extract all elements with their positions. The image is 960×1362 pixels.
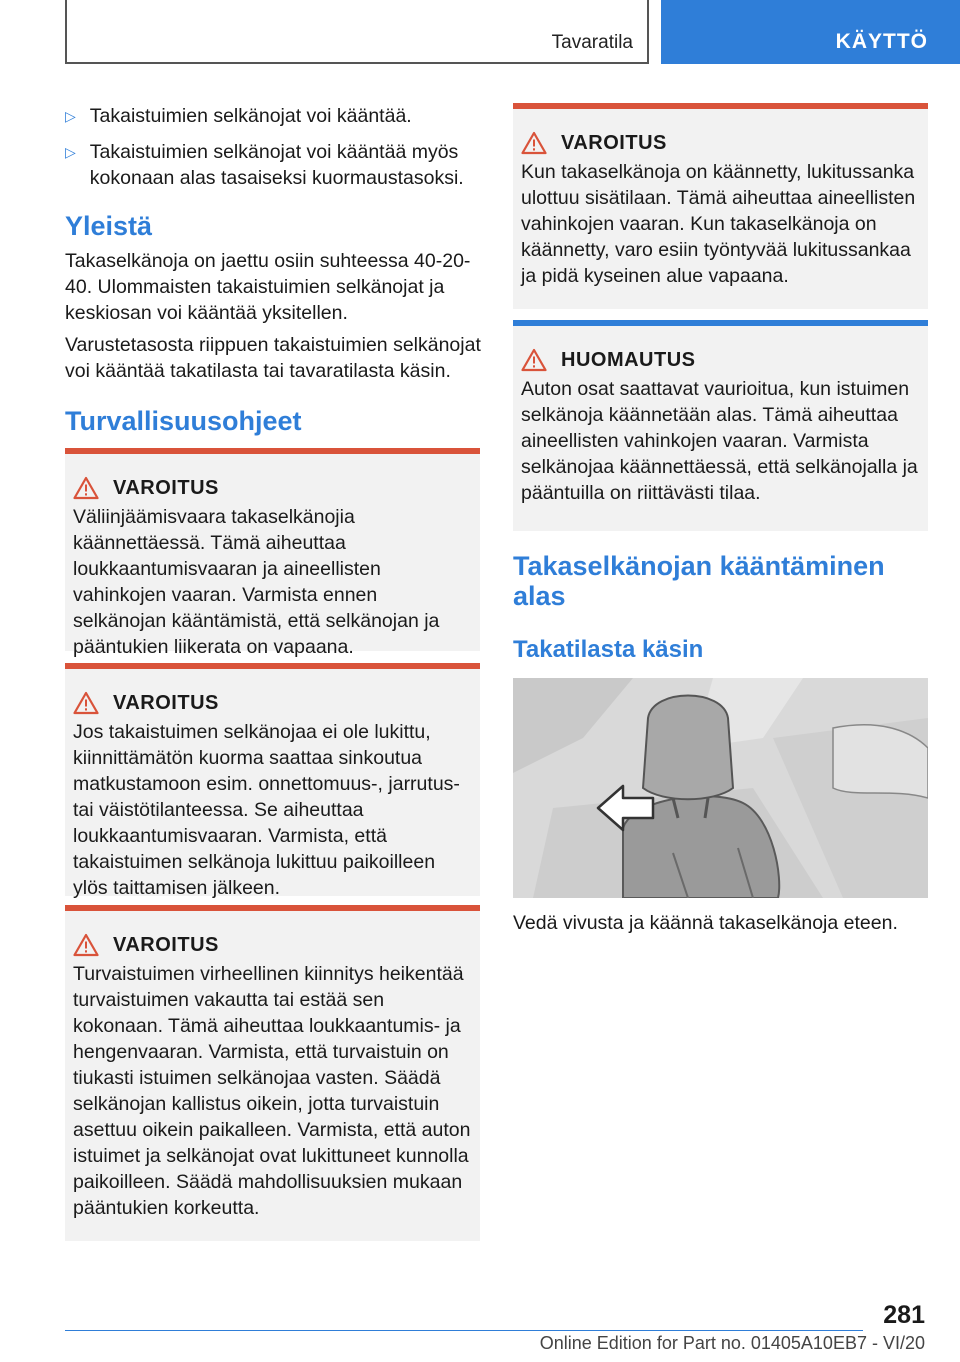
warning-title: VAROITUS [113, 691, 219, 714]
warning-triangle-icon [73, 476, 99, 500]
list-item: ▷ Takaistuimien selkänojat voi kääntää myös kokonaan alas tasaiseksi kuormaustasoksi. [65, 141, 464, 189]
warning-triangle-icon [73, 691, 99, 715]
paragraph-general-2: Varustetasosta riippuen takaistuimien selkänojat voi kääntää takatilasta tai tavaratilasta käsin. [65, 334, 481, 382]
warning-box-2 [65, 663, 480, 899]
warning-text: Kun takaselkänoja on käännetty, lukitussanka ulottuu sisätilaan. Tämä aiheuttaa aineellisten vahinkojen vaaran. Kun takaselkänoja on käännetty, varo esiin työntyvää lukitussankaa ja pidä kyseinen alue vapaana. [521, 161, 916, 287]
warning-box-1 [65, 448, 480, 658]
note-box [513, 320, 928, 531]
illustration-caption: Vedä vivusta ja käännä takaselkänoja eteen. [513, 912, 898, 934]
edition-note: Online Edition for Part no. 01405A10EB7 - VI/20 [539, 1333, 925, 1353]
warning-triangle-icon [73, 933, 99, 957]
bullet-triangle-icon: ▷ [65, 144, 76, 160]
seat-illustration [513, 678, 928, 898]
warning-triangle-icon [521, 131, 547, 155]
warning-text: Turvaistuimen virheellinen kiinnitys heikentää turvaistuimen vakautta tai estää sen kokonaan. Tämä aiheuttaa loukkaantumis- ja hengenvaaran. Varmista, että turvaistuin on tiukasti istuimen selkänojaa vasten. Säädä selkänojan kallistus oikein, jotta turvaistuin asettuu oikein paikalleen. Varmista, että auton istuimet ja selkänojat ovat lukittuneet kunnolla paikoilleen. Säädä mahdollisuuksien mukaan pääntukien korkeutta. [73, 963, 471, 1219]
footer-divider [65, 1330, 863, 1331]
intro-bullet-list [65, 103, 480, 191]
warning-text: Jos takaistuimen selkänojaa ei ole lukittu, kiinnittämätön kuorma saattaa sinkoutua matkustamoon esim. onnettomuus-, jarrutus- tai väistötilanteessa. Se aiheuttaa loukkaantumisvaaran. Varmista, että takaistuimen selkänoja lukittuu paikoilleen ylös taittamisen jälkeen. [73, 721, 460, 899]
page-number: 281 [883, 1301, 925, 1329]
heading-fold-down: Takaselkänojan kääntäminen alas [513, 551, 885, 611]
header-chapter-title: KÄYTTÖ [835, 30, 928, 53]
note-text: Auton osat saattavat vaurioitua, kun istuimen selkänoja käännetään alas. Tämä aiheuttaa aineellisten vahinkojen vaaran. Varmista selkänojaa käännettäessä, että selkänojalla ja pääntuilla on riittävästi tilaa. [521, 378, 918, 504]
header-chapter-tab [661, 0, 960, 64]
note-title: HUOMAUTUS [561, 348, 696, 371]
header-section-title: Tavaratila [551, 32, 633, 53]
caution-triangle-icon [521, 348, 547, 372]
rear-seat-backrest-image [513, 678, 928, 898]
warning-title: VAROITUS [113, 933, 219, 956]
warning-text: Väliinjäämisvaara takaselkänojia käännettäessä. Tämä aiheuttaa loukkaantumisvaaran ja aineellisten vahinkojen vaaran. Varmista ennen selkänojan kääntämistä, että selkänojan ja pääntukien liikerata on vapaana. [73, 506, 440, 658]
paragraph-general-1: Takaselkänoja on jaettu osiin suhteessa 40-20-40. Ulommaisten takaistuimien selkänojat ja keskiosan voi kääntää yksitellen. [65, 250, 471, 324]
header-section-tab [65, 0, 649, 64]
heading-from-rear: Takatilasta käsin [513, 636, 704, 663]
bullet-triangle-icon: ▷ [65, 108, 76, 124]
warning-box-4 [513, 103, 928, 309]
warning-title: VAROITUS [113, 476, 219, 499]
heading-safety: Turvallisuusohjeet [65, 406, 302, 436]
heading-general: Yleistä [65, 211, 153, 241]
warning-box-3 [65, 905, 480, 1241]
list-item: ▷ Takaistuimien selkänojat voi kääntää. [65, 105, 412, 127]
warning-title: VAROITUS [561, 131, 667, 154]
